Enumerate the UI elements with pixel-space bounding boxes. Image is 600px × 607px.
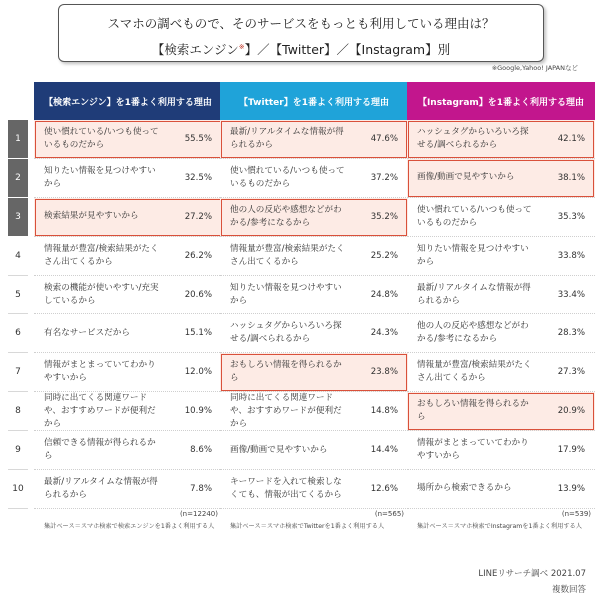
subtitle-mark: ※ bbox=[238, 42, 245, 51]
reason-label: 知りたい情報を見つけやすいから bbox=[230, 282, 342, 306]
reason-label: 最新/リアルタイムな情報が得られるから bbox=[417, 282, 531, 306]
chart-subtitle bbox=[59, 40, 543, 58]
percentage-value: 14.4% bbox=[370, 445, 398, 456]
table-row bbox=[220, 120, 408, 159]
sample-size-label: (n=565) bbox=[374, 510, 404, 518]
percentage-value: 24.8% bbox=[370, 289, 398, 300]
percentage-value: 28.3% bbox=[557, 328, 585, 339]
rank-cell: 2 bbox=[8, 159, 28, 198]
percentage-value: 42.1% bbox=[557, 133, 585, 144]
column-header-search-engine: 【検索エンジン】を1番よく利用する理由 bbox=[34, 82, 222, 120]
rank-column bbox=[8, 82, 28, 509]
rank-cell: 9 bbox=[8, 431, 28, 470]
column-header-instagram: 【Instagram】を1番よく利用する理由 bbox=[407, 82, 595, 120]
reason-label: キーワードを入れて検索しなくても、情報が出てくるから bbox=[230, 476, 342, 500]
table-row bbox=[407, 198, 595, 237]
reason-label: 他の人の反応や感想などがわかる/参考になるから bbox=[417, 321, 529, 345]
column-search-engine bbox=[34, 82, 222, 530]
reason-label: 知りたい情報を見つけやすいから bbox=[44, 165, 156, 189]
percentage-value: 33.8% bbox=[557, 250, 585, 261]
table-row bbox=[34, 237, 222, 276]
table-row bbox=[407, 431, 595, 470]
table-row bbox=[34, 470, 222, 509]
table-row bbox=[34, 120, 222, 159]
rank-cell: 3 bbox=[8, 198, 28, 237]
reason-label: 同時に出てくる関連ワードや、おすすめワードが便利だから bbox=[44, 392, 156, 429]
percentage-value: 26.2% bbox=[184, 250, 212, 261]
aggregation-basis-note: 集計ベース＝スマホ検索でTwitterを1番よく利用する人 bbox=[230, 523, 385, 530]
reason-label: 使い慣れている/いつも使っているものだから bbox=[44, 126, 159, 150]
table-row bbox=[220, 392, 408, 431]
percentage-value: 20.6% bbox=[184, 289, 212, 300]
table-row bbox=[34, 392, 222, 431]
table-row bbox=[407, 314, 595, 353]
subtitle-pre: 【検索エンジン bbox=[151, 42, 239, 57]
table-row bbox=[220, 353, 408, 392]
reason-label: ハッシュタグからいろいろ探せる/調べられるから bbox=[417, 126, 529, 150]
percentage-value: 55.5% bbox=[184, 133, 212, 144]
reason-label: 使い慣れている/いつも使っているものだから bbox=[230, 165, 345, 189]
percentage-value: 38.1% bbox=[557, 172, 585, 183]
subtitle-post: 】／【Twitter】／【Instagram】別 bbox=[244, 42, 451, 57]
aggregation-basis-note: 集計ベース＝スマホ検索でInstagramを1番よく利用する人 bbox=[417, 523, 582, 530]
reason-label: おもしろい情報を得られるから bbox=[230, 360, 342, 384]
table-row bbox=[407, 237, 595, 276]
column-twitter bbox=[220, 82, 408, 530]
table-row bbox=[34, 159, 222, 198]
percentage-value: 35.2% bbox=[370, 211, 398, 222]
percentage-value: 25.2% bbox=[370, 250, 398, 261]
percentage-value: 27.2% bbox=[184, 211, 212, 222]
table-row bbox=[407, 353, 595, 392]
reason-label: 最新/リアルタイムな情報が得られるから bbox=[230, 126, 344, 150]
rank-cell: 4 bbox=[8, 237, 28, 276]
sample-size-label: (n=539) bbox=[561, 510, 591, 518]
table-row bbox=[34, 314, 222, 353]
percentage-value: 15.1% bbox=[184, 328, 212, 339]
percentage-value: 35.3% bbox=[557, 211, 585, 222]
table-row bbox=[407, 120, 595, 159]
table-row bbox=[220, 198, 408, 237]
table-row bbox=[34, 276, 222, 315]
percentage-value: 23.8% bbox=[370, 367, 398, 378]
percentage-value: 8.6% bbox=[190, 445, 212, 456]
percentage-value: 32.5% bbox=[184, 172, 212, 183]
percentage-value: 27.3% bbox=[557, 367, 585, 378]
rank-cell: 10 bbox=[8, 470, 28, 509]
aggregation-basis-note: 集計ベース＝スマホ検索で検索エンジンを1番よく利用する人 bbox=[44, 523, 215, 530]
table-row bbox=[220, 314, 408, 353]
chart-title: スマホの調べもので、そのサービスをもっとも利用している理由は？ bbox=[107, 16, 495, 31]
column-instagram bbox=[407, 82, 595, 530]
reason-label: 画像/動画で見やすいから bbox=[417, 172, 515, 183]
percentage-value: 10.9% bbox=[184, 406, 212, 417]
reason-label: 知りたい情報を見つけやすいから bbox=[417, 243, 529, 267]
reason-label: 情報がまとまっていてわかりやすいから bbox=[44, 360, 156, 384]
table-row bbox=[407, 470, 595, 509]
percentage-value: 13.9% bbox=[557, 483, 585, 494]
reason-label: ハッシュタグからいろいろ探せる/調べられるから bbox=[230, 321, 342, 345]
rank-cell: 5 bbox=[8, 276, 28, 315]
table-row bbox=[220, 470, 408, 509]
rank-cell: 6 bbox=[8, 314, 28, 353]
reason-label: 使い慣れている/いつも使っているものだから bbox=[417, 204, 532, 228]
chart-title-box bbox=[58, 4, 544, 62]
percentage-value: 33.4% bbox=[557, 289, 585, 300]
table-row bbox=[34, 198, 222, 237]
table-row bbox=[407, 276, 595, 315]
reason-label: 情報量が豊富/検索結果がたくさん出てくるから bbox=[230, 243, 345, 267]
table-row bbox=[407, 159, 595, 198]
percentage-value: 17.9% bbox=[557, 445, 585, 456]
reason-label: 同時に出てくる関連ワードや、おすすめワードが便利だから bbox=[230, 392, 342, 429]
rank-cell: 8 bbox=[8, 392, 28, 431]
reason-label: 検索結果が見やすいから bbox=[44, 211, 139, 222]
reason-label: 信頼できる情報が得られるから bbox=[44, 438, 156, 462]
reason-label: 検索の機能が使いやすい/充実しているから bbox=[44, 282, 159, 306]
percentage-value: 12.6% bbox=[370, 483, 398, 494]
sample-size-label: (n=12240) bbox=[179, 510, 218, 518]
source-note: LINEリサーチ調べ 2021.07 bbox=[478, 569, 586, 579]
reason-label: 場所から検索できるから bbox=[417, 483, 512, 494]
percentage-value: 7.8% bbox=[190, 483, 212, 494]
column-header-twitter: 【Twitter】を1番よく利用する理由 bbox=[220, 82, 408, 120]
percentage-value: 47.6% bbox=[370, 133, 398, 144]
reason-label: 情報がまとまっていてわかりやすいから bbox=[417, 438, 529, 462]
rank-cell: 1 bbox=[8, 120, 28, 159]
percentage-value: 20.9% bbox=[557, 406, 585, 417]
reason-label: 情報量が豊富/検索結果がたくさん出てくるから bbox=[417, 360, 532, 384]
reason-label: 他の人の反応や感想などがわかる/参考になるから bbox=[230, 204, 342, 228]
top-note: ※Google,Yahoo! JAPANなど bbox=[491, 64, 578, 72]
percentage-value: 24.3% bbox=[370, 328, 398, 339]
reason-label: 画像/動画で見やすいから bbox=[230, 444, 328, 455]
table-row bbox=[220, 431, 408, 470]
table-row bbox=[220, 237, 408, 276]
reason-label: 最新/リアルタイムな情報が得られるから bbox=[44, 476, 158, 500]
rank-cell: 7 bbox=[8, 353, 28, 392]
percentage-value: 37.2% bbox=[370, 172, 398, 183]
table-row bbox=[34, 353, 222, 392]
multi-answer-note: 複数回答 bbox=[551, 585, 586, 595]
table-row bbox=[407, 392, 595, 431]
reason-label: 情報量が豊富/検索結果がたくさん出てくるから bbox=[44, 243, 159, 267]
percentage-value: 14.8% bbox=[370, 406, 398, 417]
reason-label: おもしろい情報を得られるから bbox=[417, 399, 529, 423]
table-row bbox=[220, 276, 408, 315]
table-row bbox=[34, 431, 222, 470]
percentage-value: 12.0% bbox=[184, 367, 212, 378]
reason-label: 有名なサービスだから bbox=[44, 327, 130, 338]
table-row bbox=[220, 159, 408, 198]
